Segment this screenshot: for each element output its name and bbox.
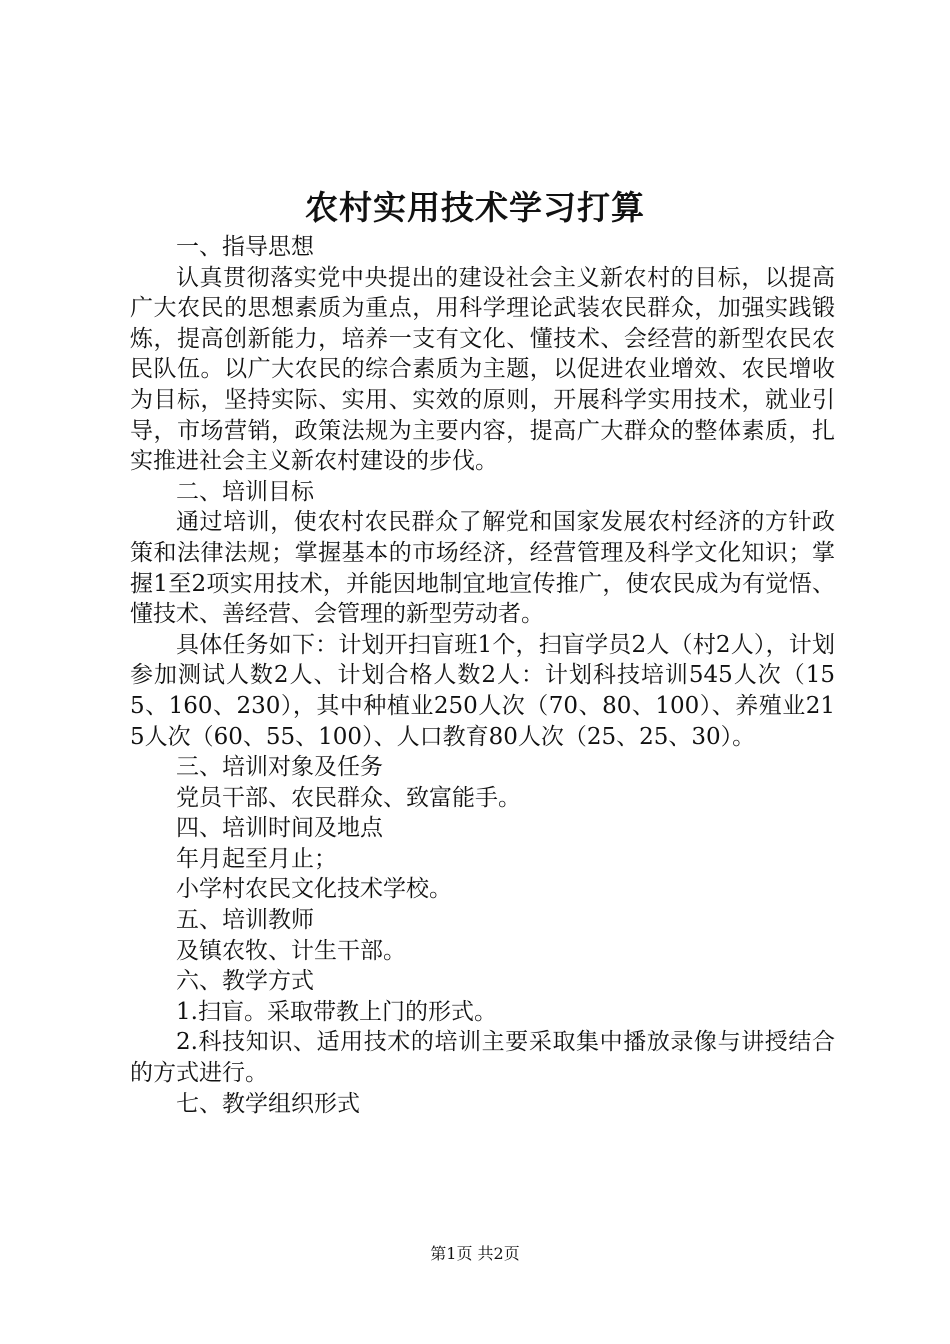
paragraph-teachers: 及镇农牧、计生干部。 xyxy=(176,937,406,964)
paragraph-training-place: 小学村农民文化技术学校。 xyxy=(176,876,452,903)
section-heading-organization-form: 七、教学组织形式 xyxy=(176,1090,360,1117)
document-body xyxy=(130,232,835,1119)
paragraph-specific-tasks: 具体任务如下：计划开扫盲班1个，扫盲学员2人（村2人），计划参加测试人数2人、计划合格人数2人：计划科技培训545人次（155、160、230），其中种植业250人次（70、80、100）、养殖业215人次（60、55、100）、人口教育80人次（25、25、30）。 xyxy=(130,631,835,750)
document-title: 农村实用技术学习打算 xyxy=(305,188,645,227)
paragraph-guiding-ideology: 认真贯彻落实党中央提出的建设社会主义新农村的目标，以提高广大农民的思想素质为重点，用科学理论武装农民群众，加强实践锻炼，提高创新能力，培养一支有文化、懂技术、会经营的新型农民农民队伍。以广大农民的综合素质为主题，以促进农业增效、农民增收为目标，坚持实际、实用、实效的原则，开展科学实用技术，就业引导，市场营销，政策法规为主要内容，提高广大群众的整体素质，扎实推进社会主义新农村建设的步伐。 xyxy=(130,264,835,475)
section-heading-training-targets: 三、培训对象及任务 xyxy=(176,754,383,781)
section-heading-guiding-ideology: 一、指导思想 xyxy=(176,234,314,260)
section-heading-teaching-methods: 六、教学方式 xyxy=(176,968,314,995)
list-item-method-literacy: 1.扫盲。采取带教上门的形式。 xyxy=(176,998,497,1025)
list-item-method-technology: 2.科技知识、适用技术的培训主要采取集中播放录像与讲授结合的方式进行。 xyxy=(130,1029,835,1087)
paragraph-training-goals: 通过培训，使农村农民群众了解党和国家发展农村经济的方针政策和法律法规；掌握基本的市场经济，经营管理及科学文化知识；掌握1至2项实用技术，并能因地制宜地宣传推广，使农民成为有觉悟、懂技术、善经营、会管理的新型劳动者。 xyxy=(130,509,835,628)
paragraph-training-time: 年月起至月止； xyxy=(176,845,337,872)
paragraph-training-targets: 党员干部、农民群众、致富能手。 xyxy=(176,784,521,811)
page-footer: 第1页 共2页 xyxy=(430,1244,520,1263)
section-heading-time-and-place: 四、培训时间及地点 xyxy=(176,815,383,842)
section-heading-training-goals: 二、培训目标 xyxy=(176,478,314,505)
section-heading-teachers: 五、培训教师 xyxy=(176,907,314,934)
